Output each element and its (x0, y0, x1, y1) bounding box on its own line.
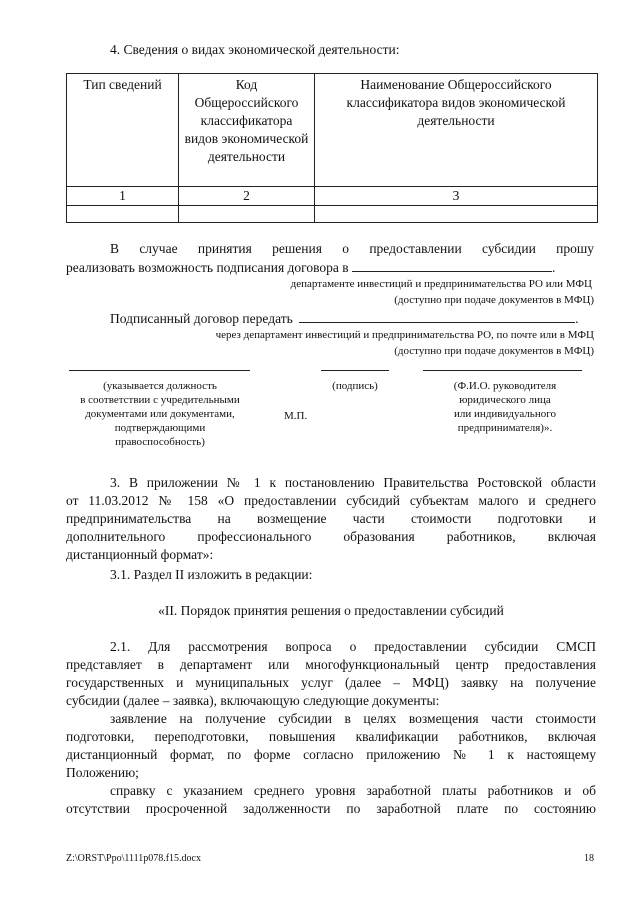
paragraph-3-1: 3.1. Раздел II изложить в редакции: (110, 567, 313, 582)
note-mfc-2: (доступно при подаче документов в МФЦ) (394, 345, 594, 357)
table-cell: 1 (67, 187, 179, 206)
paragraph-statement: заявление на получение субсидии в целях возмещения части стоимости подготовки, переподготовки, повышения квалификации работников, включая дистанционный формат, по форме согласно приложению № 1 к настоящему Положению; (66, 711, 596, 780)
table-cell: 2 (179, 187, 315, 206)
signature-position-caption: (указывается должность в соответствии с учредительными документами или документами, подтверждающими правоспособность) (80, 380, 240, 448)
table-header-cell: Тип сведений (67, 74, 179, 187)
table-header-row (67, 74, 598, 187)
paragraph-2-1: 2.1. Для рассмотрения вопроса о предоставлении субсидии СМСП представляет в департамент или многофункциональный центр предоставления государственных и муниципальных услуг (далее – МФЦ) заявку на получение субсидии (далее – заявка), включающую следующие документы: (66, 639, 596, 708)
table-cell (315, 206, 598, 223)
table-cell: 3 (315, 187, 598, 206)
contract-delivery-blank (299, 310, 575, 323)
signature-line-sign (321, 370, 389, 371)
table-header-cell: Код Общероссийского классификатора видов экономической деятельности (179, 74, 315, 187)
signature-name-caption: (Ф.И.О. руководителя юридического лица или индивидуального предпринимателя)». (453, 380, 557, 434)
signature-line-position (69, 370, 250, 371)
okved-table (66, 73, 598, 223)
table-number-row (67, 187, 598, 206)
table-header-cell: Наименование Общероссийского классификатора видов экономической деятельности (315, 74, 598, 187)
note-department: департаменте инвестиций и предпринимательства РО или МФЦ (290, 278, 592, 290)
table-cell (67, 206, 179, 223)
signed-contract-text: Подписанный договор передать (110, 311, 293, 326)
contract-place-blank (352, 259, 552, 272)
signature-line-name (423, 370, 582, 371)
table-cell (179, 206, 315, 223)
section-2-title: «II. Порядок принятия решения о предоставлении субсидий (158, 603, 504, 618)
signed-contract-line: Подписанный договор передать . (110, 311, 579, 326)
signature-sign-caption: (подпись) (332, 380, 378, 392)
subsidy-paragraph-line2: реализовать возможность подписания договора в . (66, 260, 556, 275)
subsidy-paragraph-line1: В случае принятия решения о предоставлении субсидии прошу (110, 241, 594, 256)
page-number: 18 (584, 853, 594, 864)
table-empty-row (67, 206, 598, 223)
paragraph-3: 3. В приложении № 1 к постановлению Правительства Ростовской области от 11.03.2012 № 158 «О предоставлении субсидий субъектам малого и среднего предпринимательства на возмещение части стоимости подготовки и дополнительного профессионального образования работников, включая дистанционный формат»: (66, 475, 596, 562)
footer-file-path: Z:\ORST\Ppo\1111p078.f15.docx (66, 853, 201, 864)
note-mfc-1: (доступно при подаче документов в МФЦ) (394, 294, 594, 306)
section-4-title: 4. Сведения о видах экономической деятельности: (110, 42, 400, 57)
paragraph-reference: справку с указанием среднего уровня заработной платы работников и об отсутствии просроченной задолженности по заработной плате по состоянию (66, 783, 596, 816)
note-delivery-via: через департамент инвестиций и предпринимательства РО, по почте или в МФЦ (215, 329, 594, 341)
stamp-placeholder: М.П. (284, 410, 308, 422)
subsidy-paragraph-text: реализовать возможность подписания договора в (66, 260, 349, 275)
